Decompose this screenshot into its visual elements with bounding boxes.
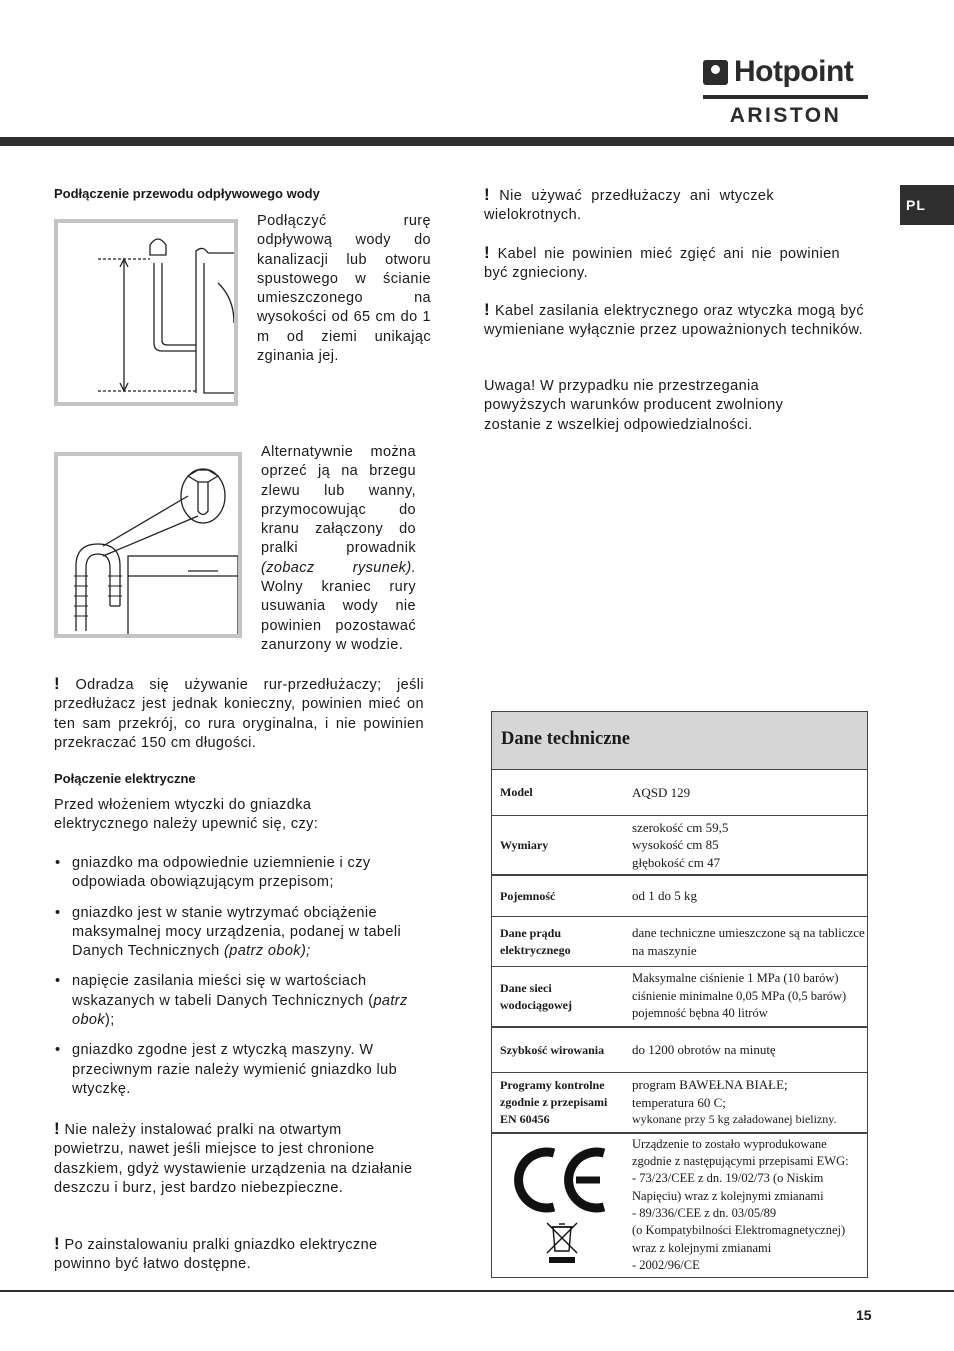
warning-extension-hose	[54, 674, 424, 753]
ce-cell	[492, 1134, 632, 1276]
value-line: Urządzenie to zostało wyprodukowane	[632, 1136, 827, 1151]
value-line: wraz z kolejnymi zmianami	[632, 1240, 772, 1255]
value-line: Napięciu) wraz z kolejnymi zmianami	[632, 1188, 824, 1203]
row-label	[492, 967, 632, 1026]
brand-name: Hotpoint	[734, 55, 854, 88]
value-line: głębokość cm 47	[632, 854, 721, 870]
label-line: Programy kontrolne	[500, 1078, 605, 1092]
warning-cable-bend	[484, 243, 840, 284]
table-row	[492, 967, 867, 1028]
hotpoint-logo-icon	[703, 60, 728, 85]
value-line: szerokość cm 59,5	[632, 819, 729, 835]
logo-divider	[703, 95, 868, 99]
value-line: - 2002/96/CE	[632, 1257, 700, 1272]
row-value: AQSD 129	[632, 784, 691, 800]
value-line: Maksymalne ciśnienie 1 MPa (10 barów)	[632, 971, 839, 986]
list-item	[54, 1041, 439, 1099]
warning-icon: !	[484, 185, 491, 204]
value-line: (o Kompatybilności Elektromagnetycznej)	[632, 1223, 846, 1238]
label-line: Dane sieci	[500, 980, 552, 995]
label-line: EN 60456	[500, 1112, 550, 1126]
value-line: ciśnienie minimalne 0,05 MPa (0,5 barów)	[632, 988, 847, 1003]
list-item-text: napięcie zasilania mieści się w wartościach wskazanych w tabeli Danych Technicznych (	[72, 973, 374, 1009]
warning-icon: !	[54, 1234, 61, 1253]
electrical-checklist	[54, 854, 439, 1110]
warning-cable-text: Kabel nie powinien mieć zgięć ani nie powinien być zgnieciony.	[484, 246, 841, 282]
row-value: do 1200 obrotów na minutę	[632, 1042, 776, 1058]
warning-access-text: Po zainstalowaniu pralki gniazdko elektryczne powinno być łatwo dostępne.	[54, 1237, 378, 1273]
brand-logo	[703, 55, 868, 127]
warning-icon: !	[54, 674, 61, 693]
row-value: dane techniczne umieszczone są na tabliczce na maszynie	[632, 925, 865, 958]
warning-multiplug	[484, 185, 774, 226]
ce-mark-icon	[514, 1145, 610, 1215]
drain-paragraph-2	[261, 443, 416, 655]
value-line: wykonane przy 5 kg załadowanej bielizny.	[632, 1112, 837, 1127]
heading-electrical: Połączenie elektryczne	[54, 771, 196, 786]
table-row	[492, 770, 867, 816]
language-tab: PL	[900, 185, 954, 225]
list-item	[54, 904, 439, 962]
label-line: elektrycznego	[500, 942, 571, 957]
drain-p2-italic: (zobacz rysunek).	[261, 559, 416, 576]
row-label: Wymiary	[500, 837, 549, 852]
table-row	[492, 917, 867, 967]
electrical-intro: Przed włożeniem wtyczki do gniazdka elektrycznego należy upewnić się, czy:	[54, 797, 319, 833]
list-item-text: gniazdko jest w stanie wytrzymać obciążenie maksymalnej mocy urządzenia, podanej w tabeli Danych Technicznych	[72, 904, 402, 960]
list-item	[54, 972, 439, 1030]
row-value: od 1 do 5 kg	[632, 888, 697, 904]
label-line: zgodnie z przepisami	[500, 1095, 608, 1109]
table-title: Dane techniczne	[492, 712, 867, 770]
warning-icon: !	[484, 300, 491, 319]
liability-note: Uwaga! W przypadku nie przestrzegania powyższych warunków producent zwolniony zostanie z wszelkiej odpowiedzialności.	[484, 378, 784, 433]
value-line: temperatura 60 C;	[632, 1094, 726, 1110]
warning-outdoor	[54, 1119, 414, 1198]
row-value	[632, 816, 867, 874]
row-label	[492, 1073, 632, 1132]
brand-sub: ARISTON	[729, 104, 842, 127]
value-line: pojemność bębna 40 litrów	[632, 1006, 768, 1021]
list-item-text: gniazdko ma odpowiednie uziemnienie i czy odpowiada obowiązującym przepisom;	[72, 855, 371, 891]
list-item-italic: (patrz obok);	[224, 943, 311, 960]
warning-outdoor-text: Nie należy instalować pralki na otwartym powietrzu, nawet jeśli miejsce to jest chronione daszkiem, gdyż wystawienie urządzenia na działanie deszczu i burz, jest bardzo niebezpieczne.	[54, 1122, 413, 1196]
drain-wall-illustration	[58, 223, 234, 402]
warning-icon: !	[484, 243, 491, 262]
weee-bin-icon	[545, 1221, 579, 1265]
table-row	[492, 1134, 867, 1276]
table-row	[492, 1073, 867, 1134]
table-row	[492, 1028, 867, 1073]
drain-sink-illustration	[58, 456, 238, 634]
table-row	[492, 876, 867, 917]
warning-icon: !	[54, 1119, 61, 1138]
technical-data-table	[491, 711, 868, 1278]
list-item	[54, 854, 439, 893]
value-line: program BAWEŁNA BIAŁE;	[632, 1077, 788, 1093]
row-value	[632, 1134, 867, 1276]
list-item-italic: patrz obok	[72, 992, 408, 1029]
drain-wall-figure	[54, 219, 238, 406]
drain-paragraph-1: Podłączyć rurę odpływową wody do kanalizacji lub otworu spustowego w ścianie umieszczonego na wysokości od 65 cm do 1 m od ziemi unikając zginania jej.	[257, 213, 431, 365]
label-line: Dane prądu	[500, 925, 562, 940]
page-number: 15	[856, 1307, 872, 1323]
drain-p2-b: Wolny kraniec rury usuwania wody nie powinien pozostawać zanurzony w wodzie.	[261, 579, 416, 653]
warning-cable-replace	[484, 300, 864, 341]
heading-drain: Podłączenie przewodu odpływowego wody	[54, 186, 320, 201]
list-item-text: gniazdko zgodne jest z wtyczką maszyny. W przeciwnym razie należy wymienić gniazdko lub wtyczkę.	[72, 1042, 398, 1097]
footer-line	[0, 1290, 954, 1292]
row-label	[492, 917, 632, 966]
row-value	[632, 1073, 867, 1132]
value-line: - 89/336/CEE z dn. 03/05/89	[632, 1206, 777, 1220]
table-row	[492, 816, 867, 876]
row-label: Szybkość wirowania	[500, 1042, 605, 1057]
header-bar	[0, 137, 954, 146]
row-label: Model	[500, 785, 533, 799]
value-line: - 73/23/CEE z dn. 19/02/73 (o Niskim	[632, 1171, 824, 1186]
row-value	[632, 967, 867, 1026]
value-line: wysokość cm 85	[632, 837, 719, 853]
drain-sink-figure	[54, 452, 242, 638]
label-line: wodociągowej	[500, 997, 572, 1012]
warning-socket-access	[54, 1234, 414, 1275]
warning-extension-text: Odradza się używanie rur-przedłużaczy; jeśli przedłużacz jest jednak konieczny, powinien mieć on ten sam przekrój, co rura oryginalna, i nie powinien przekraczać 150 cm długości.	[54, 677, 424, 751]
value-line: zgodnie z następującymi przepisami EWG:	[632, 1154, 849, 1169]
row-label: Pojemność	[500, 888, 556, 903]
warning-replace-text: Kabel zasilania elektrycznego oraz wtyczka mogą być wymieniane wyłącznie przez upoważnionych techników.	[484, 303, 864, 339]
drain-p2-a: Alternatywnie można oprzeć ją na brzegu zlewu lub wanny, przymocowując do kranu załączony do pralki prowadnik	[261, 444, 416, 557]
warning-multiplug-text: Nie używać przedłużaczy ani wtyczek wielokrotnych.	[484, 188, 774, 224]
list-item-text: );	[105, 1012, 115, 1029]
